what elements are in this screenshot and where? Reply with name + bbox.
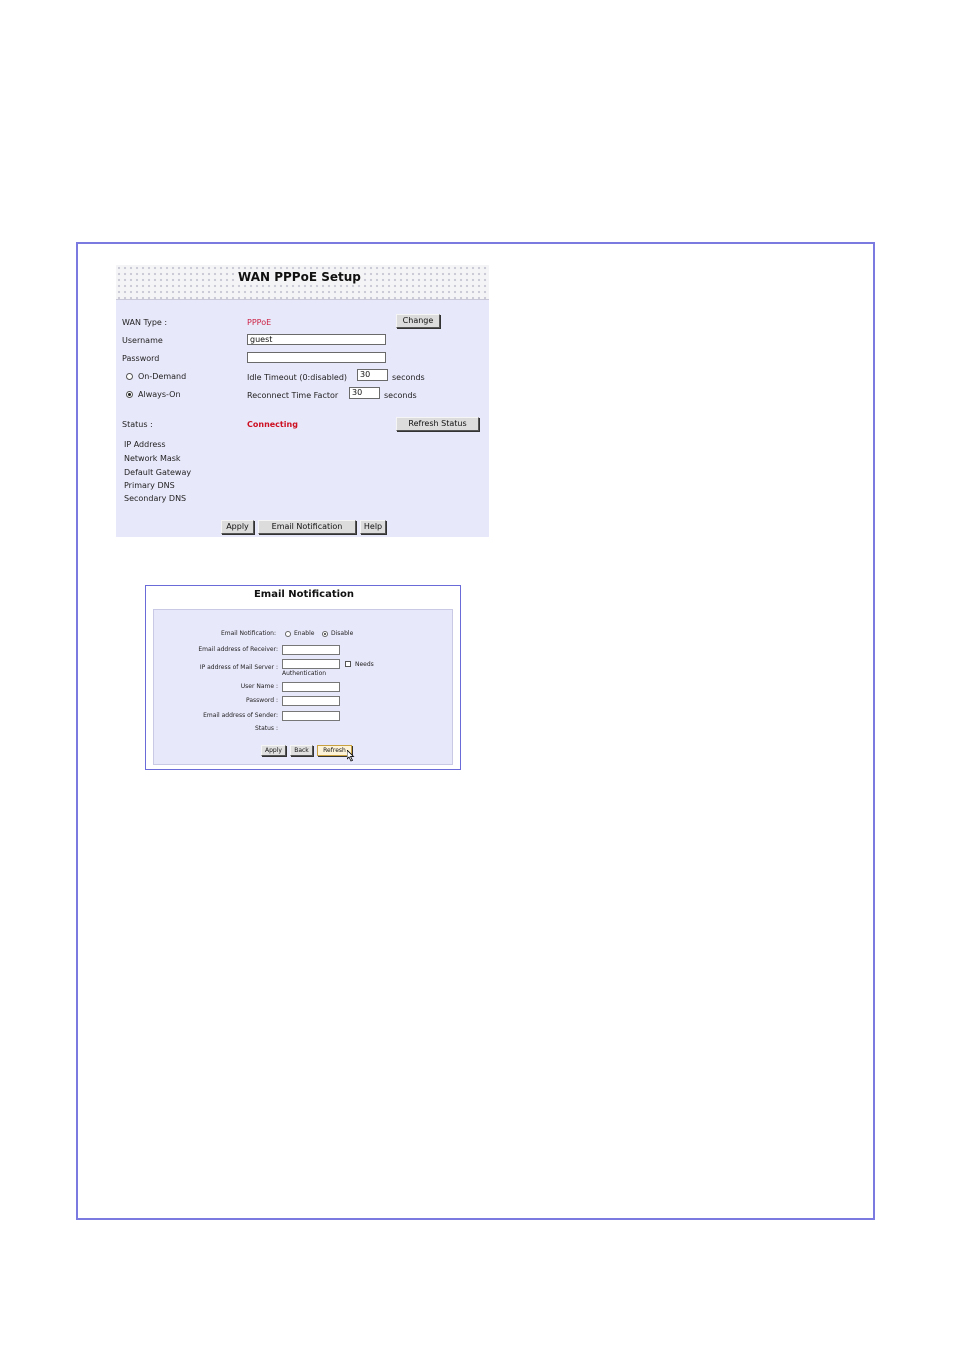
disable-radio[interactable] <box>322 631 328 637</box>
idle-timeout-unit: seconds <box>392 373 425 382</box>
email-password-input[interactable] <box>282 696 340 706</box>
email-notification-panel <box>145 585 461 770</box>
email-refresh-button[interactable]: Refresh <box>317 745 352 756</box>
wan-page-title: WAN PPPoE Setup <box>238 270 361 284</box>
idle-timeout-label: Idle Timeout (0:disabled) <box>247 373 348 382</box>
sender-label: Email address of Sender: <box>203 712 278 719</box>
email-back-button[interactable]: Back <box>290 745 313 756</box>
email-status-label: Status : <box>254 725 278 732</box>
refresh-status-button[interactable]: Refresh Status <box>396 417 479 431</box>
enable-label: Enable <box>294 630 315 637</box>
wan-type-label: WAN Type : <box>122 318 168 327</box>
wan-pppoe-panel <box>116 265 489 537</box>
always-on-label: Always-On <box>138 390 181 399</box>
receiver-input[interactable] <box>282 645 340 655</box>
primary-dns-label: Primary DNS <box>124 481 175 490</box>
on-demand-label: On-Demand <box>138 372 187 381</box>
secondary-dns-label: Secondary DNS <box>124 494 187 503</box>
idle-timeout-input[interactable]: 30 <box>357 369 388 381</box>
network-mask-label: Network Mask <box>124 454 181 463</box>
enable-radio[interactable] <box>285 631 291 637</box>
help-button[interactable]: Help <box>360 520 386 534</box>
username-input[interactable]: guest <box>247 334 386 345</box>
password-input[interactable] <box>247 352 386 363</box>
change-button[interactable]: Change <box>396 314 440 328</box>
on-demand-radio[interactable] <box>126 373 133 380</box>
sender-input[interactable] <box>282 711 340 721</box>
receiver-label: Email address of Receiver: <box>198 646 278 653</box>
disable-label: Disable <box>331 630 354 637</box>
email-notification-label: Email Notification: <box>220 630 276 637</box>
email-notification-button[interactable]: Email Notification <box>258 520 356 534</box>
user-name-input[interactable] <box>282 682 340 692</box>
ip-address-label: IP Address <box>124 440 166 449</box>
mail-server-input[interactable] <box>282 659 340 669</box>
mail-server-label: IP address of Mail Server : <box>199 664 278 671</box>
email-apply-button[interactable]: Apply <box>261 745 286 756</box>
status-label: Status : <box>122 420 153 429</box>
email-password-label: Password : <box>246 697 278 704</box>
reconnect-time-unit: seconds <box>384 391 417 400</box>
email-panel-title: Email Notification <box>253 589 355 600</box>
default-gateway-label: Default Gateway <box>124 468 192 477</box>
password-label: Password <box>122 354 160 363</box>
apply-button[interactable]: Apply <box>221 520 254 534</box>
mouse-cursor-icon <box>347 750 355 762</box>
status-value: Connecting <box>247 420 298 429</box>
username-label: Username <box>122 336 163 345</box>
reconnect-time-input[interactable]: 30 <box>349 387 380 399</box>
always-on-radio[interactable] <box>126 391 133 398</box>
needs-auth-checkbox[interactable] <box>345 661 351 667</box>
email-form-area <box>153 609 453 765</box>
wan-type-value: PPPoE <box>247 318 272 327</box>
reconnect-time-label: Reconnect Time Factor <box>247 391 339 400</box>
needs-label: Needs <box>355 661 374 668</box>
user-name-label: User Name : <box>240 683 278 690</box>
authentication-label: Authentication <box>282 670 327 677</box>
